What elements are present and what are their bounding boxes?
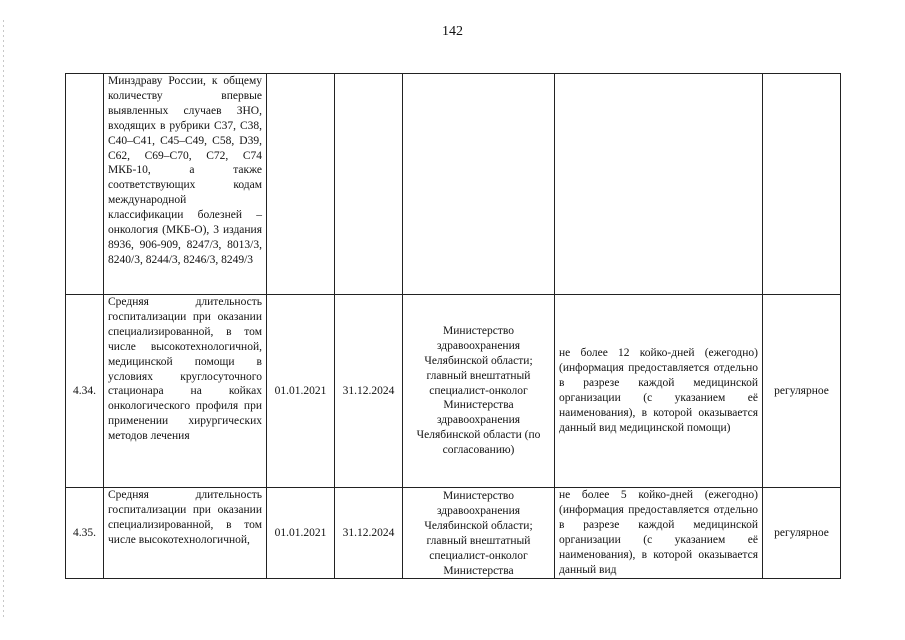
target-value: не более 12 койко-дней (ежегодно) (информация предоставляется отдельно в разрезе каждой медицинской организации (с указанием её наименования), в которой оказывается данный вид медицинской помощи): [555, 295, 763, 488]
periodicity: регулярное: [763, 488, 841, 579]
table-row: [66, 295, 841, 488]
start-date: [267, 74, 335, 295]
scan-edge-mark: [3, 20, 4, 620]
target-value: [555, 74, 763, 295]
row-number: 4.34.: [66, 295, 104, 488]
row-number: [66, 74, 104, 295]
page-number: 142: [442, 24, 463, 39]
indicator-description: Средняя длительность госпитализации при оказании специализированной, в том числе высокотехнологичной, медицинской помощи в условиях круглосуточного стационара на койках онкологического профиля при применении хирургических методов лечения: [104, 295, 267, 488]
target-value: не более 5 койко-дней (ежегодно) (информация предоставляется отдельно в разрезе каждой медицинской организации (с указанием её наименования), в которой оказывается данный вид: [555, 488, 763, 579]
document-table: [65, 73, 841, 579]
responsible-party: Министерство здравоохранения Челябинской области; главный внештатный специалист-онколог Министерства здравоохранения Челябинской области (по согласованию): [403, 295, 555, 488]
end-date: 31.12.2024: [335, 295, 403, 488]
indicator-description: Минздраву России, к общему количеству впервые выявленных случаев ЗНО, входящих в рубрики C37, C38, C40–C41, C45–C49, C58, D39, C62, C69–C70, C72, C74 МКБ-10, а также соответствующих кодам международной классификации болезней – онкология (МКБ-О), 3 издания 8936, 906-909, 8247/3, 8013/3, 8240/3, 8244/3, 8246/3, 8249/3: [104, 74, 267, 295]
start-date: 01.01.2021: [267, 488, 335, 579]
indicator-description: Средняя длительность госпитализации при оказании специализированной, в том числе высокотехнологичной,: [104, 488, 267, 579]
responsible-party: Министерство здравоохранения Челябинской области; главный внештатный специалист-онколог Министерства: [403, 488, 555, 579]
row-number: 4.35.: [66, 488, 104, 579]
start-date: 01.01.2021: [267, 295, 335, 488]
end-date: [335, 74, 403, 295]
table-row: [66, 74, 841, 295]
periodicity: регулярное: [763, 295, 841, 488]
end-date: 31.12.2024: [335, 488, 403, 579]
responsible-party: [403, 74, 555, 295]
table-row: [66, 488, 841, 579]
periodicity: [763, 74, 841, 295]
